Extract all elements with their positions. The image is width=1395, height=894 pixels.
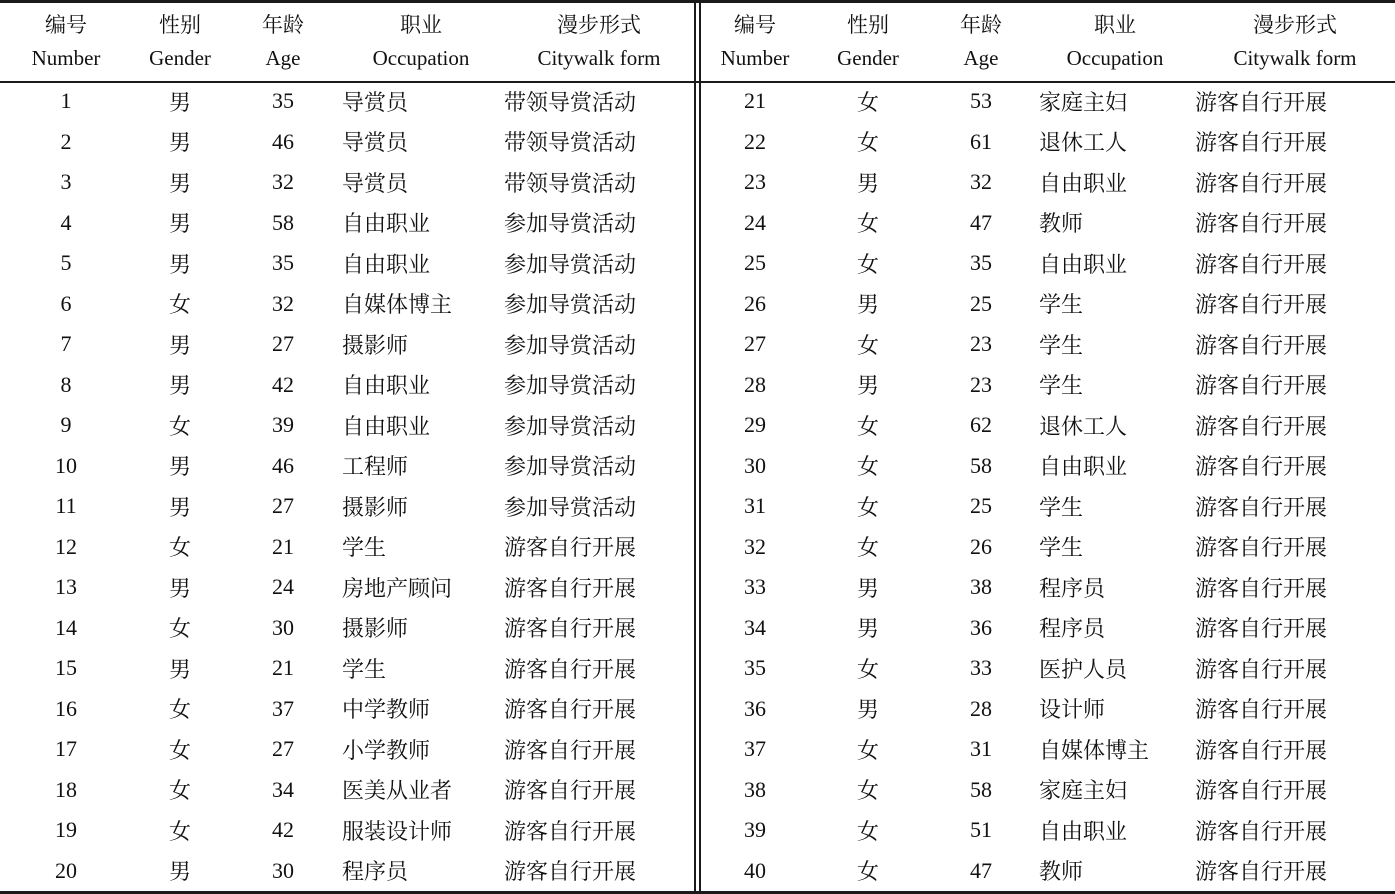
table-row (0, 851, 694, 892)
cell-age: 42 (272, 817, 294, 843)
cell-occupation: 程序员 (342, 859, 409, 885)
table-row (701, 486, 1395, 527)
table-row (701, 689, 1395, 730)
cell-age: 51 (970, 817, 992, 843)
table-row (0, 284, 694, 325)
header-number-en: Number (31, 46, 101, 70)
table-row (701, 851, 1395, 892)
cell-age: 30 (272, 857, 294, 883)
cell-number: 10 (55, 452, 77, 478)
table-row (0, 648, 694, 689)
table-row (701, 770, 1395, 811)
cell-gender: 女 (168, 697, 191, 723)
header-gender-en: Gender (149, 46, 211, 70)
cell-number: 2 (60, 128, 72, 154)
cell-age: 32 (272, 290, 294, 316)
table-row (0, 446, 694, 487)
cell-number: 27 (744, 331, 766, 357)
table-row (701, 567, 1395, 608)
cell-occupation: 中学教师 (342, 697, 431, 723)
cell-occupation: 教师 (1039, 859, 1084, 885)
cell-citywalk-form: 带领导赏活动 (504, 170, 637, 196)
cell-citywalk-form: 游客自行开展 (504, 656, 637, 682)
cell-occupation: 小学教师 (342, 737, 431, 763)
header-occupation-en: Occupation (372, 46, 470, 70)
cell-citywalk-form: 参加导赏活动 (504, 494, 637, 520)
header-gender (132, 3, 228, 81)
header-number (701, 3, 809, 81)
cell-gender: 女 (856, 859, 879, 885)
header-gender (809, 3, 927, 81)
table-row (0, 486, 694, 527)
cell-age: 31 (970, 736, 992, 762)
cell-age: 28 (970, 695, 992, 721)
cell-gender: 男 (856, 292, 879, 318)
cell-occupation: 学生 (1039, 332, 1084, 358)
table-row (701, 284, 1395, 325)
cell-number: 16 (55, 695, 77, 721)
cell-gender: 女 (168, 413, 191, 439)
table-row (701, 729, 1395, 770)
cell-citywalk-form: 参加导赏活动 (504, 373, 637, 399)
header-citywalk-form-en: Citywalk form (1233, 46, 1357, 70)
cell-citywalk-form: 游客自行开展 (504, 818, 637, 844)
cell-age: 36 (970, 614, 992, 640)
cell-age: 24 (272, 574, 294, 600)
cell-gender: 男 (856, 373, 879, 399)
cell-occupation: 退休工人 (1039, 130, 1128, 156)
table-row (0, 324, 694, 365)
cell-age: 62 (970, 412, 992, 438)
cell-age: 42 (272, 371, 294, 397)
table-row (0, 810, 694, 851)
cell-occupation: 自由职业 (1039, 818, 1128, 844)
cell-number: 4 (60, 209, 72, 235)
cell-citywalk-form: 参加导赏活动 (504, 454, 637, 480)
cell-age: 53 (970, 88, 992, 114)
cell-citywalk-form: 游客自行开展 (1195, 494, 1328, 520)
cell-gender: 女 (168, 737, 191, 763)
header-gender-zh: 性别 (847, 13, 889, 37)
table-row (701, 405, 1395, 446)
table-row (701, 365, 1395, 406)
cell-number: 24 (744, 209, 766, 235)
cell-number: 14 (55, 614, 77, 640)
cell-gender: 男 (168, 575, 191, 601)
cell-age: 46 (272, 452, 294, 478)
cell-age: 30 (272, 614, 294, 640)
cell-gender: 男 (856, 697, 879, 723)
cell-age: 21 (272, 533, 294, 559)
cell-occupation: 服装设计师 (342, 818, 453, 844)
cell-age: 47 (970, 209, 992, 235)
cell-gender: 男 (168, 332, 191, 358)
cell-citywalk-form: 带领导赏活动 (504, 89, 637, 115)
cell-number: 7 (60, 331, 72, 357)
cell-citywalk-form: 游客自行开展 (504, 697, 637, 723)
cell-gender: 男 (168, 251, 191, 277)
header-citywalk-form-zh: 漫步形式 (1253, 13, 1337, 37)
cell-age: 46 (272, 128, 294, 154)
cell-gender: 女 (856, 656, 879, 682)
cell-occupation: 自由职业 (342, 373, 431, 399)
cell-age: 26 (970, 533, 992, 559)
cell-occupation: 自由职业 (342, 211, 431, 237)
cell-age: 58 (970, 776, 992, 802)
cell-age: 21 (272, 655, 294, 681)
cell-number: 26 (744, 290, 766, 316)
cell-number: 28 (744, 371, 766, 397)
table-row (0, 608, 694, 649)
table-row (701, 810, 1395, 851)
cell-gender: 女 (856, 454, 879, 480)
header-age (228, 3, 338, 81)
cell-gender: 女 (856, 535, 879, 561)
cell-number: 35 (744, 655, 766, 681)
cell-age: 33 (970, 655, 992, 681)
cell-occupation: 学生 (1039, 494, 1084, 520)
cell-age: 35 (272, 88, 294, 114)
cell-citywalk-form: 游客自行开展 (1195, 778, 1328, 804)
cell-occupation: 自媒体博主 (1039, 737, 1150, 763)
cell-occupation: 导赏员 (342, 89, 409, 115)
table-row (701, 527, 1395, 568)
cell-number: 9 (60, 412, 72, 438)
table-row (701, 608, 1395, 649)
cell-number: 11 (55, 493, 77, 519)
cell-citywalk-form: 参加导赏活动 (504, 292, 637, 318)
cell-number: 25 (744, 250, 766, 276)
cell-occupation: 自由职业 (342, 251, 431, 277)
cell-citywalk-form: 参加导赏活动 (504, 413, 637, 439)
cell-occupation: 导赏员 (342, 170, 409, 196)
header-age (927, 3, 1035, 81)
cell-occupation: 程序员 (1039, 616, 1106, 642)
header-occupation-zh: 职业 (1094, 13, 1136, 37)
cell-citywalk-form: 参加导赏活动 (504, 251, 637, 277)
cell-number: 17 (55, 736, 77, 762)
cell-occupation: 学生 (1039, 373, 1084, 399)
header-citywalk-form (504, 3, 694, 81)
cell-age: 32 (272, 169, 294, 195)
header-number-en: Number (720, 46, 790, 70)
table-row (0, 203, 694, 244)
table-row (0, 770, 694, 811)
cell-age: 34 (272, 776, 294, 802)
cell-age: 27 (272, 493, 294, 519)
cell-gender: 女 (856, 413, 879, 439)
cell-occupation: 自由职业 (1039, 170, 1128, 196)
cell-occupation: 摄影师 (342, 616, 409, 642)
table-row (0, 527, 694, 568)
header-number (0, 3, 132, 81)
cell-gender: 女 (168, 778, 191, 804)
cell-age: 61 (970, 128, 992, 154)
cell-citywalk-form: 游客自行开展 (1195, 251, 1328, 277)
cell-gender: 女 (856, 130, 879, 156)
cell-number: 37 (744, 736, 766, 762)
cell-citywalk-form: 游客自行开展 (1195, 170, 1328, 196)
cell-gender: 男 (168, 170, 191, 196)
cell-occupation: 教师 (1039, 211, 1084, 237)
table-row (0, 81, 694, 122)
cell-number: 13 (55, 574, 77, 600)
cell-age: 27 (272, 736, 294, 762)
cell-number: 30 (744, 452, 766, 478)
cell-citywalk-form: 游客自行开展 (504, 859, 637, 885)
cell-occupation: 医护人员 (1039, 656, 1128, 682)
cell-occupation: 学生 (1039, 535, 1084, 561)
cell-age: 38 (970, 574, 992, 600)
table-row (0, 243, 694, 284)
cell-number: 3 (60, 169, 72, 195)
cell-number: 18 (55, 776, 77, 802)
header-occupation (338, 3, 504, 81)
cell-citywalk-form: 游客自行开展 (1195, 656, 1328, 682)
cell-gender: 男 (168, 373, 191, 399)
cell-number: 40 (744, 857, 766, 883)
column-divider (694, 0, 696, 894)
table-row (0, 729, 694, 770)
cell-age: 58 (970, 452, 992, 478)
cell-gender: 男 (856, 616, 879, 642)
table-row (0, 122, 694, 163)
cell-number: 1 (60, 88, 72, 114)
cell-citywalk-form: 游客自行开展 (504, 575, 637, 601)
cell-citywalk-form: 游客自行开展 (1195, 332, 1328, 358)
cell-occupation: 自由职业 (1039, 454, 1128, 480)
cell-occupation: 学生 (1039, 292, 1084, 318)
header-row (0, 3, 694, 81)
cell-age: 27 (272, 331, 294, 357)
cell-gender: 男 (856, 575, 879, 601)
cell-number: 31 (744, 493, 766, 519)
cell-number: 21 (744, 88, 766, 114)
cell-age: 58 (272, 209, 294, 235)
cell-occupation: 自由职业 (1039, 251, 1128, 277)
table-row (701, 162, 1395, 203)
header-row (701, 3, 1395, 81)
table-row (701, 648, 1395, 689)
header-number-zh: 编号 (45, 13, 87, 37)
cell-citywalk-form: 游客自行开展 (1195, 616, 1328, 642)
cell-age: 25 (970, 493, 992, 519)
cell-age: 35 (970, 250, 992, 276)
cell-number: 8 (60, 371, 72, 397)
cell-age: 35 (272, 250, 294, 276)
cell-age: 47 (970, 857, 992, 883)
table-row (701, 324, 1395, 365)
cell-occupation: 房地产顾问 (342, 575, 453, 601)
cell-citywalk-form: 带领导赏活动 (504, 130, 637, 156)
cell-citywalk-form: 游客自行开展 (1195, 211, 1328, 237)
header-gender-zh: 性别 (159, 13, 201, 37)
cell-number: 12 (55, 533, 77, 559)
cell-age: 32 (970, 169, 992, 195)
cell-gender: 女 (856, 494, 879, 520)
cell-citywalk-form: 游客自行开展 (1195, 89, 1328, 115)
cell-occupation: 学生 (342, 535, 387, 561)
cell-occupation: 设计师 (1039, 697, 1106, 723)
cell-occupation: 摄影师 (342, 332, 409, 358)
header-occupation (1035, 3, 1195, 81)
cell-citywalk-form: 游客自行开展 (1195, 292, 1328, 318)
header-age-en: Age (265, 46, 301, 70)
cell-gender: 男 (168, 211, 191, 237)
table-left-half (0, 3, 694, 891)
table-row (701, 243, 1395, 284)
cell-gender: 女 (856, 818, 879, 844)
header-number-zh: 编号 (734, 13, 776, 37)
cell-age: 23 (970, 371, 992, 397)
cell-number: 36 (744, 695, 766, 721)
cell-gender: 男 (168, 859, 191, 885)
cell-gender: 男 (856, 170, 879, 196)
cell-citywalk-form: 游客自行开展 (504, 778, 637, 804)
cell-citywalk-form: 参加导赏活动 (504, 211, 637, 237)
header-age-zh: 年龄 (960, 13, 1002, 37)
cell-gender: 女 (856, 251, 879, 277)
cell-gender: 女 (168, 818, 191, 844)
cell-gender: 女 (856, 211, 879, 237)
cell-number: 5 (60, 250, 72, 276)
cell-gender: 女 (856, 332, 879, 358)
cell-occupation: 导赏员 (342, 130, 409, 156)
cell-occupation: 自媒体博主 (342, 292, 453, 318)
cell-citywalk-form: 参加导赏活动 (504, 332, 637, 358)
cell-number: 22 (744, 128, 766, 154)
cell-number: 34 (744, 614, 766, 640)
table-row (0, 567, 694, 608)
cell-occupation: 学生 (342, 656, 387, 682)
cell-number: 6 (60, 290, 72, 316)
cell-occupation: 家庭主妇 (1039, 778, 1128, 804)
cell-number: 19 (55, 817, 77, 843)
cell-number: 32 (744, 533, 766, 559)
cell-occupation: 自由职业 (342, 413, 431, 439)
cell-gender: 女 (168, 535, 191, 561)
table-row (701, 81, 1395, 122)
cell-citywalk-form: 游客自行开展 (1195, 575, 1328, 601)
cell-occupation: 工程师 (342, 454, 409, 480)
cell-occupation: 家庭主妇 (1039, 89, 1128, 115)
header-age-en: Age (963, 46, 999, 70)
cell-citywalk-form: 游客自行开展 (1195, 859, 1328, 885)
header-citywalk-form-en: Citywalk form (537, 46, 661, 70)
cell-gender: 女 (856, 778, 879, 804)
header-age-zh: 年龄 (262, 13, 304, 37)
cell-citywalk-form: 游客自行开展 (1195, 737, 1328, 763)
cell-age: 25 (970, 290, 992, 316)
cell-age: 37 (272, 695, 294, 721)
cell-number: 23 (744, 169, 766, 195)
cell-number: 38 (744, 776, 766, 802)
cell-occupation: 退休工人 (1039, 413, 1128, 439)
cell-citywalk-form: 游客自行开展 (1195, 413, 1328, 439)
cell-citywalk-form: 游客自行开展 (1195, 373, 1328, 399)
cell-occupation: 摄影师 (342, 494, 409, 520)
cell-age: 39 (272, 412, 294, 438)
cell-number: 39 (744, 817, 766, 843)
cell-citywalk-form: 游客自行开展 (1195, 535, 1328, 561)
cell-occupation: 医美从业者 (342, 778, 453, 804)
cell-gender: 男 (168, 454, 191, 480)
cell-number: 20 (55, 857, 77, 883)
table-row (0, 365, 694, 406)
cell-gender: 男 (168, 656, 191, 682)
cell-citywalk-form: 游客自行开展 (1195, 697, 1328, 723)
cell-citywalk-form: 游客自行开展 (1195, 818, 1328, 844)
header-gender-en: Gender (837, 46, 899, 70)
header-occupation-en: Occupation (1066, 46, 1164, 70)
table-row (0, 405, 694, 446)
cell-gender: 男 (168, 494, 191, 520)
cell-citywalk-form: 游客自行开展 (1195, 130, 1328, 156)
cell-gender: 男 (168, 89, 191, 115)
table-row (701, 203, 1395, 244)
header-occupation-zh: 职业 (400, 13, 442, 37)
cell-citywalk-form: 游客自行开展 (1195, 454, 1328, 480)
cell-occupation: 程序员 (1039, 575, 1106, 601)
cell-gender: 女 (856, 89, 879, 115)
cell-gender: 女 (168, 292, 191, 318)
cell-age: 23 (970, 331, 992, 357)
cell-citywalk-form: 游客自行开展 (504, 535, 637, 561)
cell-citywalk-form: 游客自行开展 (504, 737, 637, 763)
cell-number: 33 (744, 574, 766, 600)
cell-gender: 男 (168, 130, 191, 156)
table-row (0, 689, 694, 730)
cell-gender: 女 (856, 737, 879, 763)
cell-number: 29 (744, 412, 766, 438)
cell-number: 15 (55, 655, 77, 681)
table-row (0, 162, 694, 203)
header-citywalk-form (1195, 3, 1395, 81)
table-right-half (701, 3, 1395, 891)
table-row (701, 446, 1395, 487)
cell-citywalk-form: 游客自行开展 (504, 616, 637, 642)
cell-gender: 女 (168, 616, 191, 642)
header-citywalk-form-zh: 漫步形式 (557, 13, 641, 37)
table-row (701, 122, 1395, 163)
